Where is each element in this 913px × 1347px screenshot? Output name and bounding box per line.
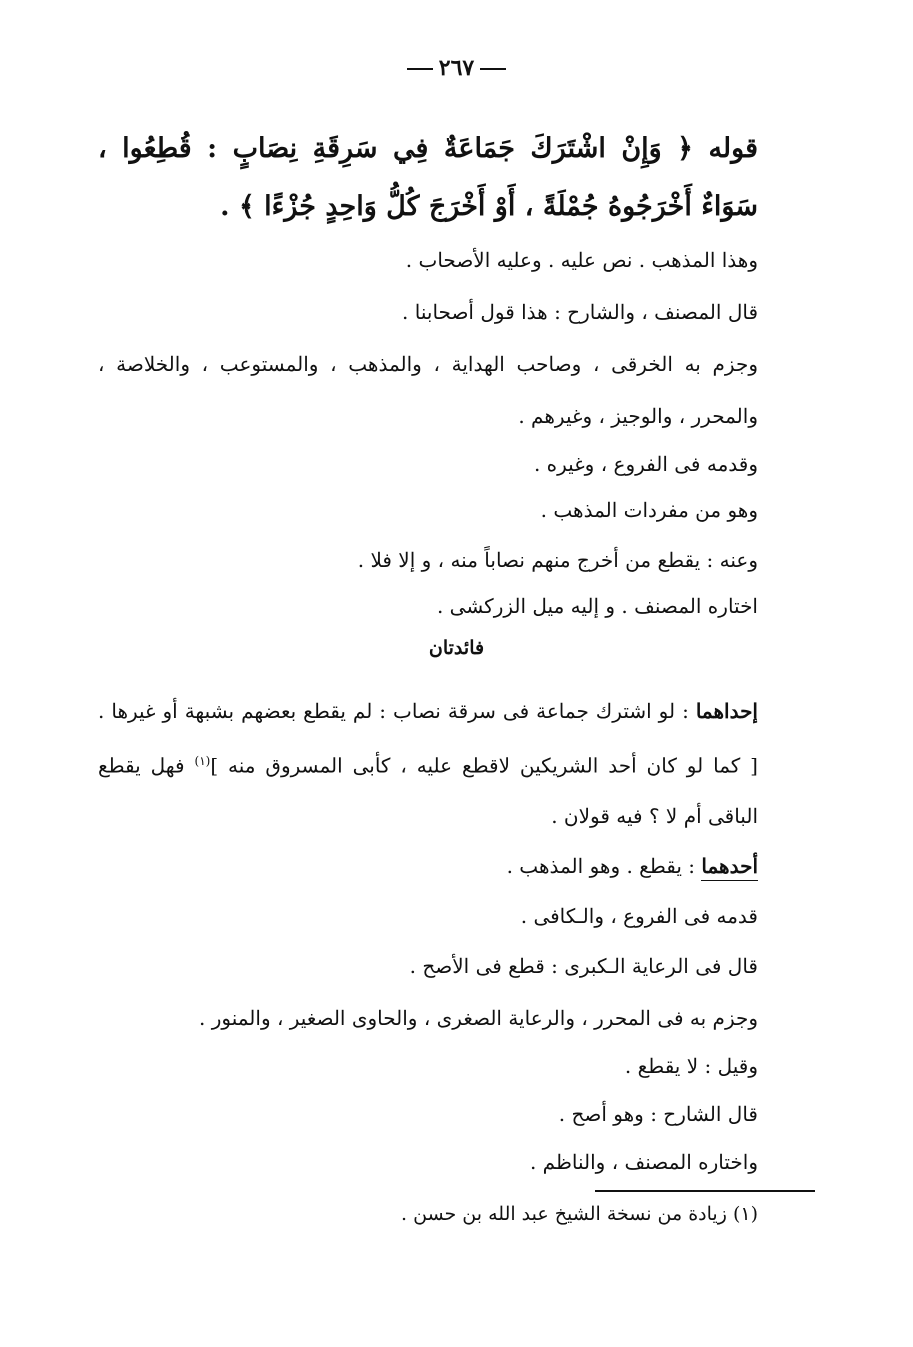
footnote-reference: (١)	[194, 754, 211, 768]
page-number	[0, 55, 913, 81]
footnote-divider	[595, 1190, 815, 1192]
first-benefit-text-2: [ كما لو كان أحد الشريكين لاقطع عليه ، كأبى المسروق منه ]	[210, 753, 758, 778]
section-heading: فائدتان	[428, 637, 485, 659]
paragraph-4: وقدمه فى الفروع ، وغيره .	[533, 452, 758, 476]
paragraph-3: وجزم به الخرقى ، وصاحب الهداية ، والمذهب ، والمستوعب ، والخلاصة ، والمحرر ، والوجيز ، وغيرهم .	[98, 352, 758, 428]
first-benefit-text-3: فهل يقطع الباقى أم لا ؟ فيه قولان .	[98, 753, 758, 828]
line-after-4: وقيل : لا يقطع .	[624, 1054, 758, 1078]
first-opinion-label: أحدهما	[701, 854, 758, 881]
paragraph-5: وهو من مفردات المذهب .	[540, 498, 758, 522]
first-opinion-text: : يقطع . وهو المذهب .	[506, 854, 696, 878]
line-after-2: قال فى الرعاية الـكبرى : قطع فى الأصح .	[409, 954, 758, 978]
first-opinion	[98, 840, 758, 892]
paragraph-1: وهذا المذهب . نص عليه . وعليه الأصحاب .	[405, 248, 758, 272]
line-after-5: قال الشارح : وهو أصح .	[558, 1102, 758, 1126]
first-benefit	[98, 686, 758, 841]
page-number-text: ٢٦٧	[438, 55, 475, 81]
first-benefit-text-1: : لو اشترك جماعة فى سرقة نصاب : لم يقطع بعضهم بشبهة أو غيرها .	[98, 699, 689, 723]
quoted-text-block	[98, 120, 758, 236]
paragraph-2: قال المصنف ، والشارح : هذا قول أصحابنا .	[402, 300, 758, 324]
left-dash	[407, 68, 433, 70]
line-after-3: وجزم به فى المحرر ، والرعاية الصغرى ، والحاوى الصغير ، والمنور .	[198, 1006, 758, 1030]
paragraph-6: وعنه : يقطع من أخرج منهم نصاباً منه ، و إلا فلا .	[357, 548, 758, 572]
quote-lead: قوله	[708, 133, 759, 164]
quote-text: ﴿ وَإِنْ اشْتَرَكَ جَمَاعَةٌ فِي سَرِقَةِ نِصَابٍ : قُطِعُوا ، سَوَاءٌ أَخْرَجُوهُ جُمْلَةً ، أَوْ أَخْرَجَ كُلُّ وَاحِدٍ جُزْءًا ﴾ .	[98, 133, 758, 222]
paragraph-7: اختاره المصنف . و إليه ميل الزركشى .	[436, 594, 758, 618]
footnote: (١) زيادة من نسخة الشيخ عبد الله بن حسن .	[401, 1203, 758, 1225]
line-after-1: قدمه فى الفروع ، والـكافى .	[520, 904, 758, 928]
line-after-6: واختاره المصنف ، والناظم .	[529, 1150, 758, 1174]
right-dash	[480, 68, 506, 70]
first-benefit-label: إحداهما	[695, 699, 758, 723]
